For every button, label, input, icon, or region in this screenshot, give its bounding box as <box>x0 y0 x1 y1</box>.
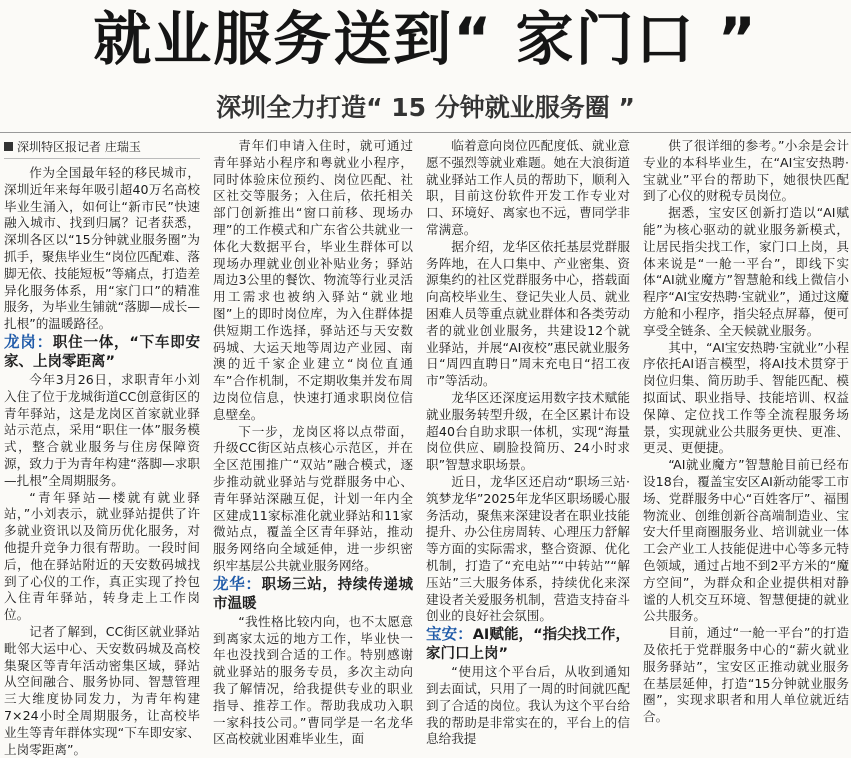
header-divider <box>0 132 851 133</box>
paragraph: 其中，“AI宝安热聘·宝就业”小程序依托AI语言模型，将AI技术贯穿于岗位归集、简历助手、智能匹配、模拟面试、职业指导、技能培训、权益保障、定位找工作等全流程服务场景，实现就业公共服务更快、更准、更灵、更便捷。 <box>643 339 849 456</box>
article-column-1 <box>4 138 200 757</box>
square-bullet-icon <box>4 142 13 151</box>
paragraph: 供了很详细的参考。”小余是会计专业的本科毕业生，在“AI宝安热聘·宝就业”平台的帮助下，她很快匹配到了心仪的财税专员岗位。 <box>643 138 849 204</box>
section-heading-longgang <box>4 333 200 372</box>
paragraph: 据介绍，龙华区依托基层党群服务阵地，在人口集中、产业密集、资源集约的社区党群服务中心，搭载面向高校毕业生、登记失业人员、就业困难人员等重点就业群体和各类劳动者的就业创业服务，共建设12个就业驿站，并展“AI夜校”惠民就业服务日“周四直聘日”周末充电日“招工夜市”等活动。 <box>426 238 630 389</box>
subheadline: 深圳全力打造“ 15 分钟就业服务圈 ” <box>216 93 635 122</box>
article-column-3 <box>426 138 630 747</box>
paragraph: 作为全国最年轻的移民城市，深圳近年来每年吸引超40万名高校毕业生涌入，如何让“新市民”快速融入城市、找到归属？记者获悉，深圳各区以“15分钟就业服务圈”为抓手，聚焦毕业生“岗位匹配难、落脚无依、技能短板”等痛点，打造差异化服务体系，用“家门口”的精准服务，为毕业生铺就“落脚—成长—扎根”的温暖路径。 <box>4 165 200 332</box>
paragraph: 临着意向岗位匹配度低、就业意愿不强烈等就业难题。她在大浪街道就业驿站工作人员的帮助下，顺利入职，目前这份软件开发工作专业对口、环境好、离家也不远，曹同学非常满意。 <box>426 138 630 237</box>
section-title: 职住一体，“下车即安家、上岗零距离” <box>4 334 200 370</box>
headline: 就业服务送到“ 家门口 ” <box>93 5 758 73</box>
article-column-2 <box>213 138 413 747</box>
paragraph: 近日，龙华区还启动“职场三站·筑梦龙华”2025年龙华区职场暖心服务活动，聚焦来深建设者在职业技能提升、办公住房周转、心理压力舒解等方面的实际需求，整合资源、优化机制，打造了“充电站”“中转站”“解压站”三大服务体系，持续优化来深建设者关爱服务机制，营造支持奋斗创业的良好社会氛围。 <box>426 473 630 624</box>
paragraph: “AI就业魔方”智慧舱目前已经布设18台，覆盖宝安区AI新动能零工市场、党群服务中心“百姓客厅”、福围物流业、创维创新谷高端制造业、宝安大仟里商圈服务业、培训就业一体工会产业工人技能促进中心等多元特色领域，通过占地不到2平方米的“魔方空间”，为群众和企业提供相对静谧的人机交互环境、智慧便捷的就业公共服务。 <box>643 457 849 624</box>
section-title: 职场三站，持续传递城市温暖 <box>213 576 413 612</box>
paragraph: 今年3月26日，求职青年小刘入住了位于龙城街道CC创意街区的青年驿站，这是龙岗区首家就业驿站示范点，采用“职住一体”服务模式，整合就业服务与住房保障资源，致力于为青年构建“落脚—求职—扎根”全周期服务。 <box>4 371 200 488</box>
byline <box>4 138 200 159</box>
paragraph: “我性格比较内向，也不太愿意到离家太远的地方工作，毕业快一年也没找到合适的工作。特别感谢就业驿站的服务专员，多次主动向我了解情况，给我提供专业的职业指导、推荐工作。帮助我成功入职一家科技公司。”曹同学是一名龙华区高校就业困难毕业生，面 <box>213 613 413 747</box>
paragraph: “使用这个平台后，从收到通知到去面试，只用了一周的时间就匹配到了合适的岗位。我认为这个平台给我的帮助是非常实在的，平台上的信息给我提 <box>426 664 630 747</box>
paragraph: 龙华区还深度运用数字技术赋能就业服务转型升级，在全区累计布设超40台自助求职一体机，实现“海量岗位供应、刷脸投简历、24小时求职”智慧求职场景。 <box>426 389 630 473</box>
section-place: 宝安： <box>426 625 473 644</box>
section-place: 龙岗： <box>4 332 53 351</box>
paragraph: 目前，通过“一舱一平台”的打造及依托于党群服务中心的“薪火就业服务驿站”，宝安区正推动就业服务在基层延伸，打造“15分钟就业服务圈”，实现求职者和用人单位就近结合。 <box>643 625 849 725</box>
section-heading-longhua <box>213 575 413 614</box>
section-heading-baoan <box>426 625 630 664</box>
article-column-4 <box>643 138 849 725</box>
paragraph: 青年们申请入住时，就可通过青年驿站小程序和粤就业小程序，同时体验床位预约、岗位匹配、社区社交等服务；入住后，依托相关部门创新推出“窗口前移、现场办理”的工作模式和广东省公共就业一体化大数据平台，毕业生群体可以现场办理就业创业补贴业务；驿站周边3公里的餐饮、物流等行业灵活用工需求也被纳入驿站“就业地图”上的即时岗位库，为入住群体提供短期工作选择，驿站还与天安数码城、大运天地等周边产业园、南澳的近千家企业建立“岗位直通车”合作机制，不定期收集并发布周边岗位信息，快速打通求职岗位信息壁垒。 <box>213 138 413 422</box>
paragraph: 据悉，宝安区创新打造以“AI赋能”为核心驱动的就业服务新模式，让居民指尖找工作，家门口上岗，具体来说是“一舱一平台”，即线下实体“AI就业魔方”智慧舱和线上微信小程序“AI宝安热聘·宝就业”，通过这魔方舱和小程序，指尖轻点屏幕，便可享受全链条、全天候就业服务。 <box>643 205 849 338</box>
paragraph: “青年驿站—楼就有就业驿站，”小刘表示，就业驿站提供了许多就业资讯以及简历优化服务，对他提升竞争力很有帮助。一段时间后，他在驿站附近的天安数码城找到了心仪的工作，真正实现了拎包入住青年驿站，转身走上工作岗位。 <box>4 489 200 623</box>
paragraph: 记者了解到，CC街区就业驿站毗邻大运中心、天安数码城及高校集聚区等青年活动密集区域，驿站从空间融合、服务协同、智慧管理三大维度协同发力，为青年构建7×24小时全周期服务，让高校毕业生等青年群体实现“下车即安家、上岗零距离”。 <box>4 623 200 757</box>
section-place: 龙华： <box>213 574 262 593</box>
section-title: AI赋能，“指尖找工作，家门口上岗” <box>426 627 630 663</box>
byline-text: 深圳特区报记者 庄瑞玉 <box>17 140 141 154</box>
paragraph: 下一步，龙岗区将以点带面，升级CC街区站点核心示范区，并在全区范围推广“双站”融合模式，逐步推动就业驿站与党群服务中心、青年驿站深融互促，计划一年内全区建成11家标准化就业驿站和11家微站点，覆盖全区青年驿站，推动服务网络向全域延伸，进一步织密织牢基层公共就业服务网络。 <box>213 423 413 573</box>
